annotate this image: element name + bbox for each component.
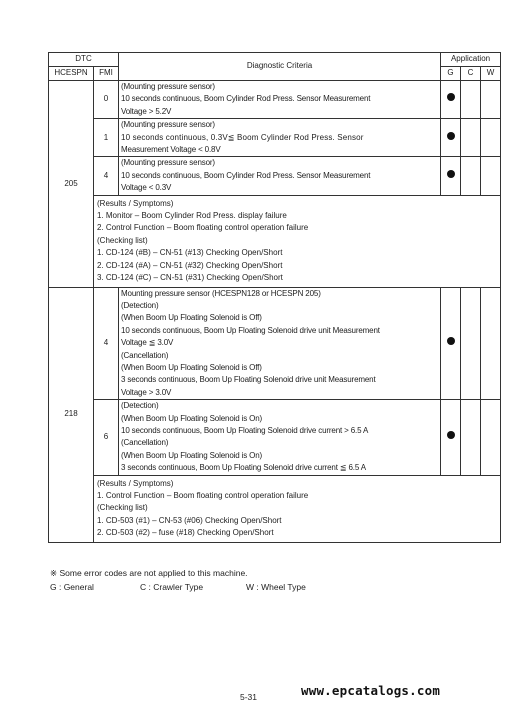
criteria-line: (When Boom Up Floating Solenoid is On) bbox=[121, 450, 263, 460]
criteria-line: (Mounting pressure sensor) bbox=[121, 158, 215, 168]
page-number: 5-31 bbox=[240, 692, 258, 702]
criteria-line: 3 seconds continuous, Boom Up Floating Solenoid drive unit Measurement bbox=[121, 375, 376, 385]
symptom-line: 1. CD-503 (#1) – CN-53 (#06) Checking Open/Short bbox=[97, 515, 282, 525]
fmi-cell: 4 bbox=[94, 157, 119, 195]
criteria-line: 10 seconds continuous, Boom Cylinder Rod Press. Sensor Measurement bbox=[121, 94, 371, 104]
applicable-dot-icon bbox=[447, 132, 455, 140]
symptom-line: 1. Monitor – Boom Cylinder Rod Press. display failure bbox=[97, 211, 287, 221]
criteria-header: Diagnostic Criteria bbox=[119, 53, 441, 81]
criteria-cell bbox=[119, 119, 441, 157]
application-header: Application bbox=[441, 53, 501, 67]
dtc-table bbox=[48, 52, 501, 543]
symptom-line: 2. CD-503 (#2) – fuse (#18) Checking Open/Short bbox=[97, 528, 274, 538]
symptoms-cell bbox=[94, 475, 501, 542]
criteria-line: (When Boom Up Floating Solenoid is On) bbox=[121, 413, 263, 423]
hcespn-205-cell: 205 bbox=[49, 81, 94, 288]
w-header: W bbox=[481, 67, 501, 81]
symptom-line: 3. CD-124 (#C) – CN-51 (#31) Checking Open/Short bbox=[97, 273, 283, 283]
crawler-mark-cell bbox=[461, 400, 481, 475]
criteria-line: 10 seconds continuous, Boom Cylinder Rod Press. Sensor Measurement bbox=[121, 170, 371, 180]
legend-crawler: C : Crawler Type bbox=[140, 582, 204, 592]
table-row bbox=[49, 287, 501, 400]
crawler-mark-cell bbox=[461, 119, 481, 157]
criteria-line: (Mounting pressure sensor) bbox=[121, 120, 215, 130]
symptom-line: (Checking list) bbox=[97, 235, 148, 245]
applicable-dot-icon bbox=[447, 170, 455, 178]
crawler-mark-cell bbox=[461, 81, 481, 119]
applicable-dot-icon bbox=[447, 93, 455, 101]
symptom-line: 1. CD-124 (#B) – CN-51 (#13) Checking Open/Short bbox=[97, 248, 283, 258]
general-mark-cell bbox=[441, 287, 461, 400]
symptom-line: (Checking list) bbox=[97, 503, 148, 513]
criteria-cell bbox=[119, 157, 441, 195]
criteria-line: 3 seconds continuous, Boom Up Floating Solenoid drive current ≦ 6.5 A bbox=[121, 463, 366, 473]
g-header: G bbox=[441, 67, 461, 81]
criteria-line: (Cancellation) bbox=[121, 350, 169, 360]
criteria-line: 10 seconds continuous, 0.3V≦ Boom Cylinder Rod Press. Sensor bbox=[121, 132, 364, 142]
criteria-line: (Detection) bbox=[121, 300, 159, 310]
fmi-cell: 1 bbox=[94, 119, 119, 157]
criteria-line: Voltage > 3.0V bbox=[121, 387, 172, 397]
crawler-mark-cell bbox=[461, 287, 481, 400]
header-row-1 bbox=[49, 53, 501, 67]
criteria-line: (Detection) bbox=[121, 401, 159, 411]
criteria-cell bbox=[119, 287, 441, 400]
symptom-line: 2. CD-124 (#A) – CN-51 (#32) Checking Open/Short bbox=[97, 260, 283, 270]
criteria-line: 10 seconds continuous, Boom Up Floating Solenoid drive current > 6.5 A bbox=[121, 425, 369, 435]
criteria-line: Voltage ≦ 3.0V bbox=[121, 338, 174, 348]
watermark: www.epcatalogs.com bbox=[301, 683, 441, 698]
legend-wheel: W : Wheel Type bbox=[246, 582, 306, 592]
fmi-cell: 4 bbox=[94, 287, 119, 400]
criteria-line: (When Boom Up Floating Solenoid is Off) bbox=[121, 362, 262, 372]
fmi-cell: 0 bbox=[94, 81, 119, 119]
c-header: C bbox=[461, 67, 481, 81]
criteria-line: (Cancellation) bbox=[121, 438, 169, 448]
applicable-dot-icon bbox=[447, 431, 455, 439]
footnote: ※ Some error codes are not applied to this machine. bbox=[50, 568, 248, 578]
symptom-line: (Results / Symptoms) bbox=[97, 478, 174, 488]
legend-general: G : General bbox=[50, 582, 94, 592]
criteria-line: Voltage > 5.2V bbox=[121, 106, 172, 116]
wheel-mark-cell bbox=[481, 81, 501, 119]
criteria-line: (Mounting pressure sensor) bbox=[121, 82, 215, 91]
symptom-line: 1. Control Function – Boom floating control operation failure bbox=[97, 491, 309, 500]
criteria-line: Voltage < 0.3V bbox=[121, 183, 172, 193]
criteria-line: Measurement Voltage < 0.8V bbox=[121, 145, 221, 155]
symptom-line: 2. Control Function – Boom floating control operation failure bbox=[97, 223, 309, 233]
wheel-mark-cell bbox=[481, 400, 501, 475]
criteria-cell bbox=[119, 81, 441, 119]
applicable-dot-icon bbox=[447, 337, 455, 345]
wheel-mark-cell bbox=[481, 287, 501, 400]
table-row bbox=[49, 157, 501, 195]
fmi-cell: 6 bbox=[94, 400, 119, 475]
general-mark-cell bbox=[441, 400, 461, 475]
criteria-cell bbox=[119, 400, 441, 475]
general-mark-cell bbox=[441, 157, 461, 195]
crawler-mark-cell bbox=[461, 157, 481, 195]
table-row bbox=[49, 400, 501, 475]
criteria-line: 10 seconds continuous, Boom Up Floating Solenoid drive unit Measurement bbox=[121, 325, 380, 335]
hcespn-header: HCESPN bbox=[49, 67, 94, 81]
criteria-line: (When Boom Up Floating Solenoid is Off) bbox=[121, 313, 262, 323]
general-mark-cell bbox=[441, 81, 461, 119]
table-row bbox=[49, 195, 501, 287]
table-row bbox=[49, 81, 501, 119]
wheel-mark-cell bbox=[481, 119, 501, 157]
criteria-line: Mounting pressure sensor (HCESPN128 or HCESPN 205) bbox=[121, 288, 321, 298]
wheel-mark-cell bbox=[481, 157, 501, 195]
symptoms-cell bbox=[94, 195, 501, 287]
table-row bbox=[49, 475, 501, 542]
hcespn-218-cell: 218 bbox=[49, 287, 94, 542]
dtc-header: DTC bbox=[49, 53, 119, 67]
general-mark-cell bbox=[441, 119, 461, 157]
table-row bbox=[49, 119, 501, 157]
fmi-header: FMI bbox=[94, 67, 119, 81]
symptom-line: (Results / Symptoms) bbox=[97, 198, 174, 208]
